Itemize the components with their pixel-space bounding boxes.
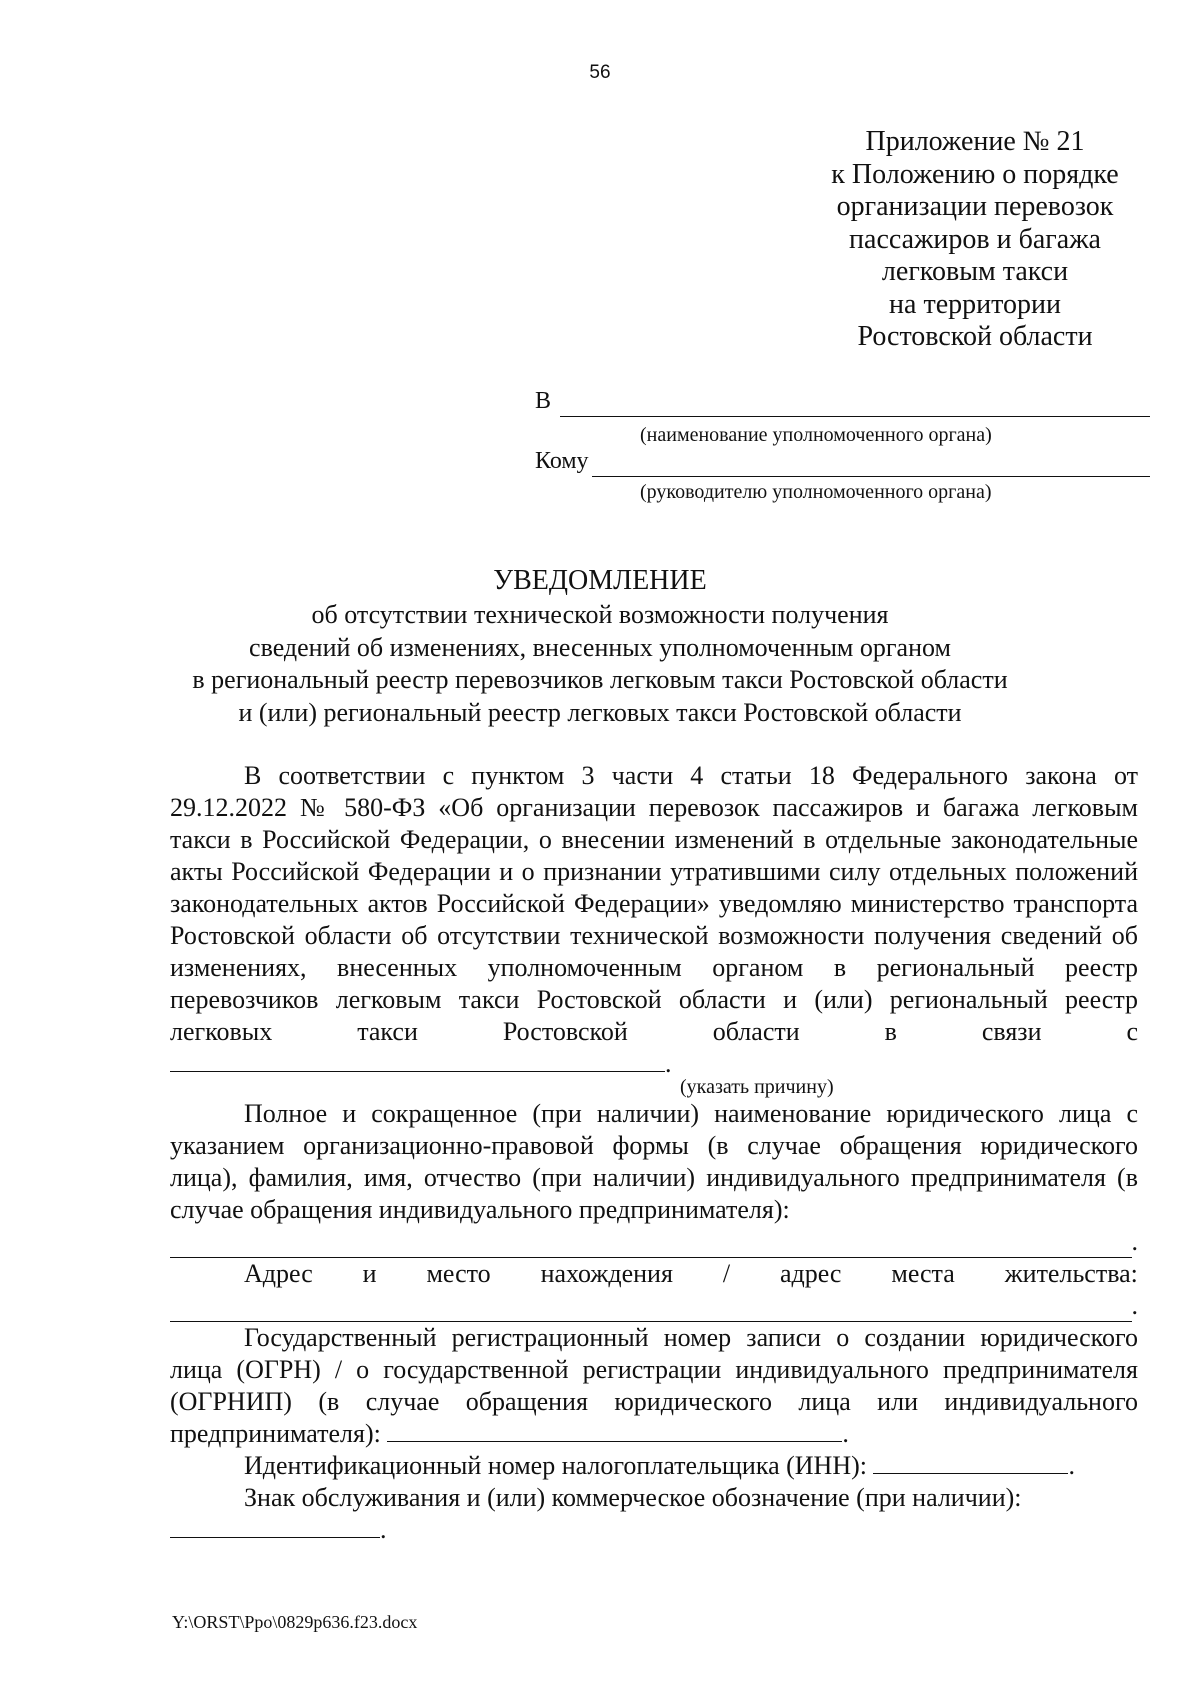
trademark-field[interactable] [170, 1515, 380, 1538]
addressee-to-field[interactable] [560, 416, 1150, 417]
address-paragraph [170, 1258, 1138, 1290]
address-word: Адрес [244, 1259, 313, 1288]
address-word: и [362, 1259, 377, 1288]
trademark-paragraph: Знак обслуживания и (или) коммерческое обозначение (при наличии): [244, 1483, 1022, 1512]
appendix-line: пассажиров и багажа [849, 223, 1101, 255]
address-word: / [722, 1259, 731, 1288]
address-word: жительства: [1004, 1259, 1138, 1288]
addressee-to-caption: (наименование уполномоченного органа) [640, 424, 992, 446]
notice-body [170, 760, 1138, 1546]
address-period: . [1131, 1291, 1138, 1320]
address-row [170, 1290, 1138, 1322]
ogrn-period: . [842, 1419, 849, 1448]
notice-heading [100, 563, 1100, 729]
ogrn-text: Государственный регистрационный номер записи о создании юридического лица (ОГРН) / о государственной регистрации индивидуального предпринимателя (ОГРНИП) (в случае обращения юридического лица или индивидуального предпринимателя): [170, 1323, 1138, 1448]
appendix-line: легковым такси [881, 256, 1069, 287]
appendix-line: к Положению о порядке [831, 158, 1119, 190]
ogrn-paragraph [170, 1322, 1138, 1450]
reason-caption: (указать причину) [680, 1076, 834, 1098]
address-word: места [891, 1259, 955, 1288]
address-word: адрес [779, 1259, 842, 1288]
appendix-line: организации перевозок [836, 191, 1114, 222]
addressee-to-row [535, 387, 1150, 417]
notice-subtitle-line: в региональный реестр перевозчиков легковым такси Ростовской области [192, 665, 1008, 694]
addressee-to-label: В [535, 388, 552, 414]
appendix-line: на территории [889, 288, 1061, 320]
notice-subtitle-line: и (или) региональный реестр легковых такси Ростовской области [238, 697, 962, 727]
appendix-line: Ростовской области [857, 321, 1093, 352]
inn-period: . [1068, 1451, 1075, 1480]
entity-name-paragraph: Полное и сокращенное (при наличии) наименование юридического лица с указанием организационно-правовой формы (в случае обращения юридического лица), фамилия, имя, отчество (при наличии) индивидуального предпринимателя (в случае обращения индивидуального предпринимателя): [170, 1099, 1138, 1224]
addressee-whom-caption: (руководителю уполномоченного органа) [640, 481, 992, 503]
addressee-whom-row [535, 447, 1150, 477]
legal-basis-text: В соответствии с пунктом 3 части 4 статьи 18 Федерального закона от 29.12.2022 № 580-ФЗ «Об организации перевозок пассажиров и багажа легковым такси в Российской Федерации, о внесении изменений в отдельные законодательные акты Российской Федерации и о признании утратившими силу отдельных положений законодательных актов Российской Федерации» уведомляю министерство транспорта Ростовской области об отсутствии технической возможности получения сведений об изменениях, внесенных уполномоченным органом в региональный реестр перевозчиков легковым такси Ростовской области и (или) региональный реестр легковых такси Ростовской области в связи с [170, 761, 1138, 1046]
appendix-line: Приложение № 21 [865, 126, 1085, 157]
legal-basis-paragraph [170, 760, 1138, 1080]
inn-text: Идентификационный номер налогоплательщика (ИНН): [244, 1451, 867, 1480]
entity-name-period: . [1131, 1227, 1138, 1256]
trademark-row [170, 1514, 1138, 1546]
address-word: место [426, 1259, 491, 1288]
reason-period: . [665, 1049, 672, 1078]
address-word: нахождения [540, 1259, 673, 1288]
trademark-period: . [380, 1515, 387, 1544]
address-field[interactable] [170, 1299, 1132, 1322]
entity-name-field[interactable] [170, 1235, 1132, 1258]
file-path-footer: Y:\ORST\Ppo\0829p636.f23.docx [172, 1612, 418, 1632]
reason-field[interactable] [170, 1049, 665, 1072]
addressee-whom-field[interactable] [592, 476, 1150, 477]
entity-name-row [170, 1226, 1138, 1258]
appendix-block [790, 126, 1160, 354]
notice-subtitle-line: об отсутствии технической возможности получения [311, 600, 889, 629]
ogrn-field[interactable] [387, 1419, 842, 1442]
inn-paragraph [170, 1450, 1138, 1482]
page-number: 56 [589, 62, 611, 83]
notice-subtitle-line: сведений об изменениях, внесенных уполномоченным органом [249, 632, 951, 662]
inn-field[interactable] [873, 1451, 1068, 1474]
addressee-whom-label: Кому [535, 448, 589, 474]
notice-title: УВЕДОМЛЕНИЕ [493, 565, 707, 596]
